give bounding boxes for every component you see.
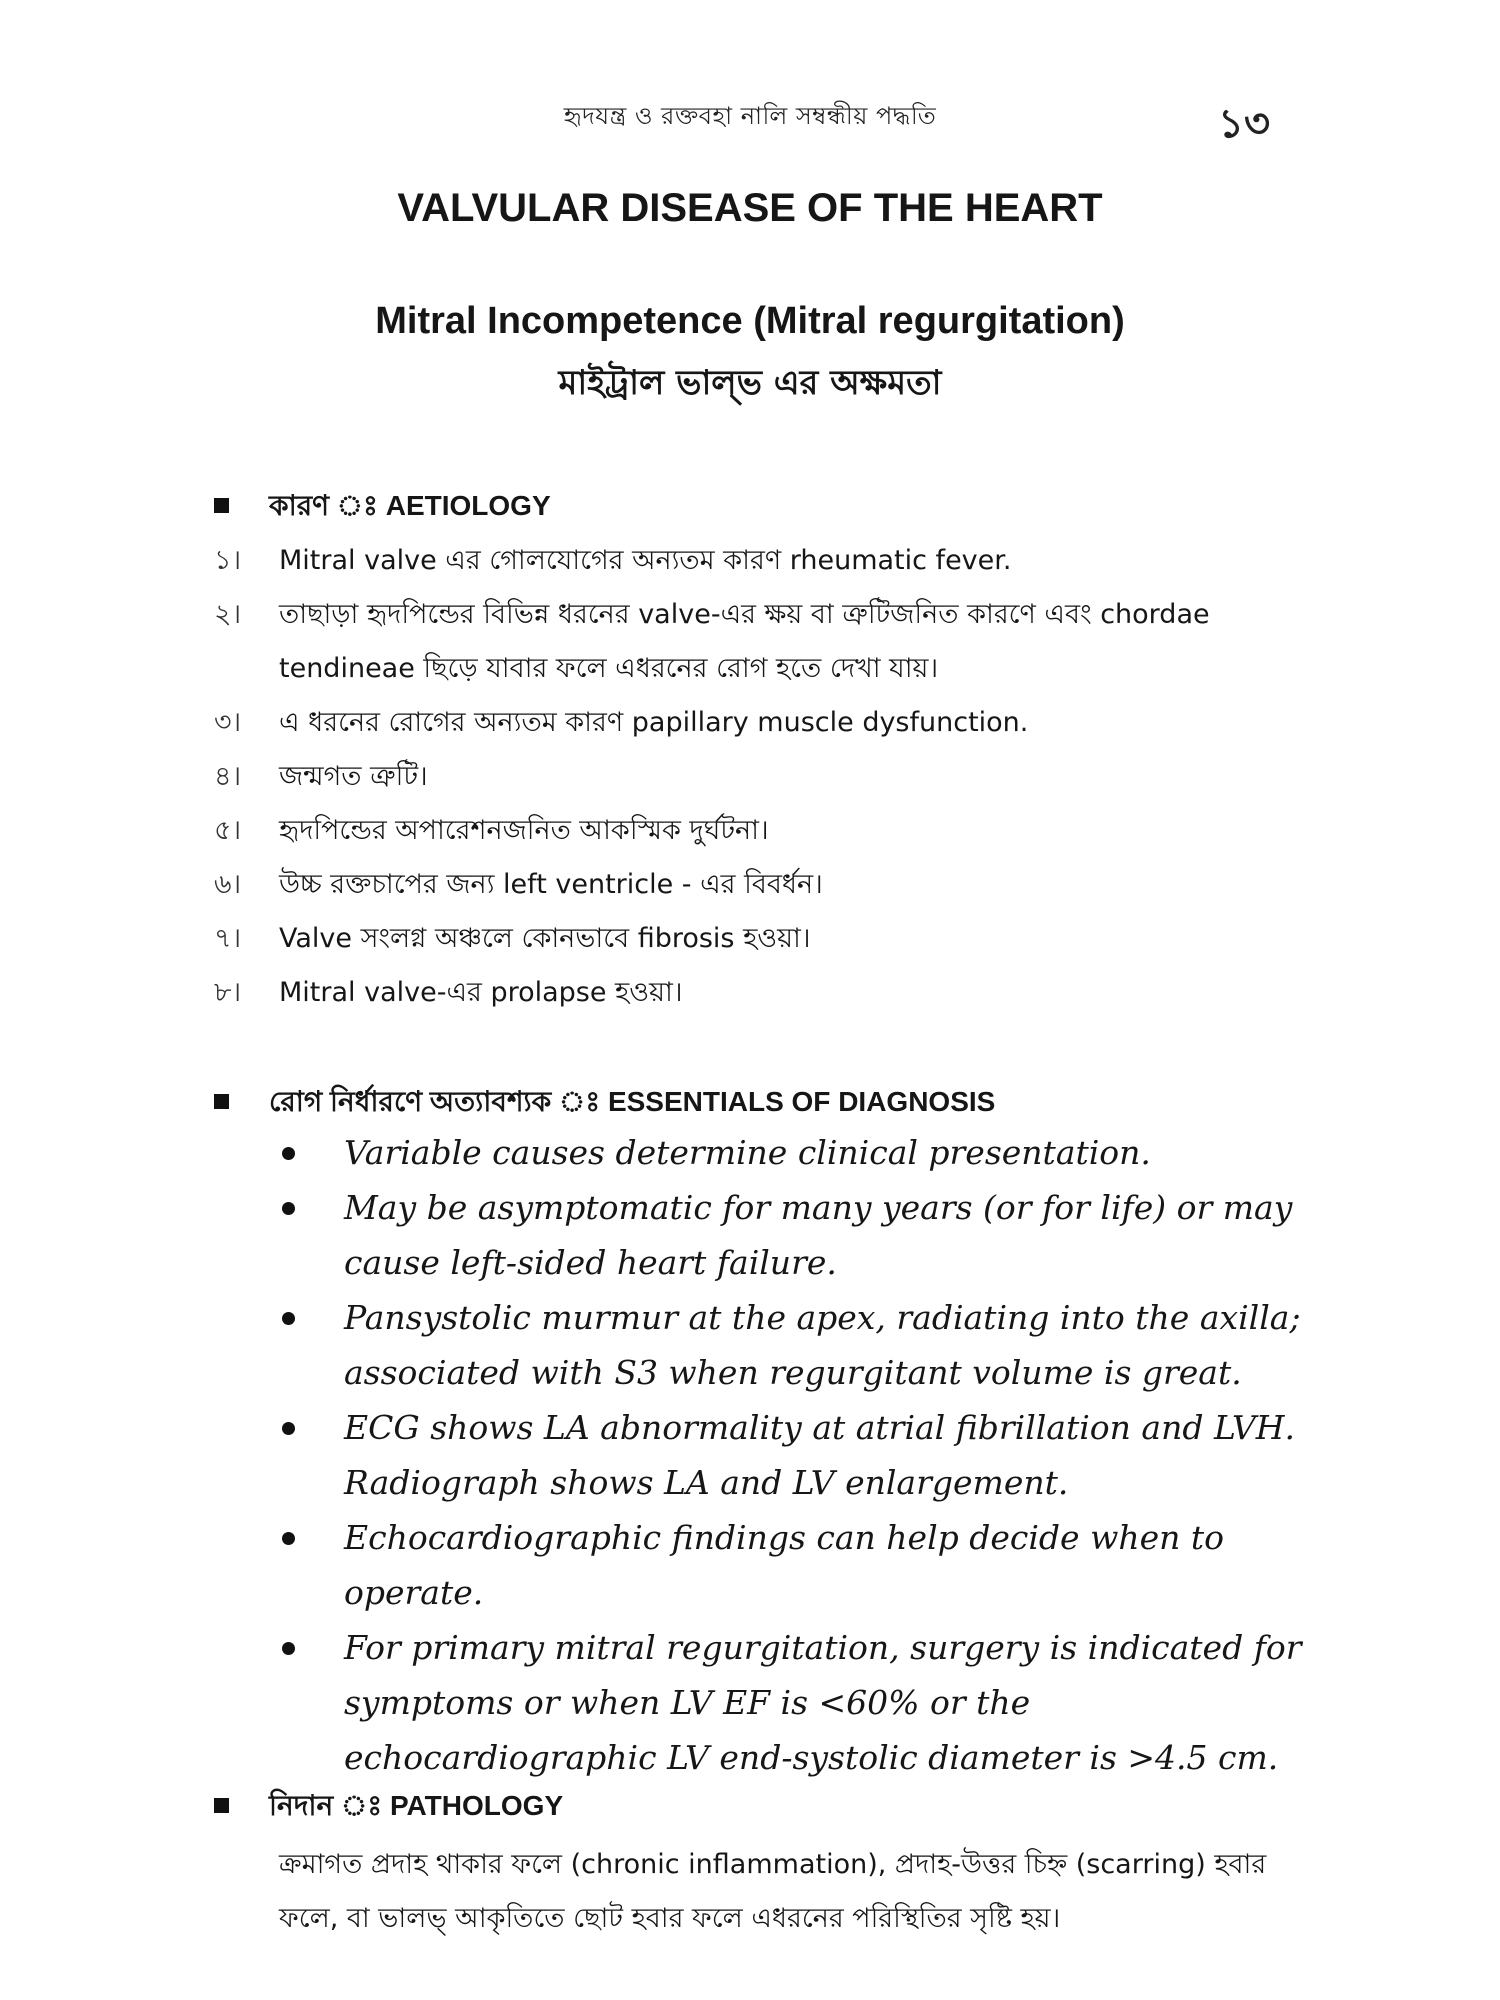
item-number: ৭। [214, 923, 242, 954]
list-item [282, 1180, 1302, 1290]
aetiology-list [214, 534, 1314, 1020]
item-text: উচ্চ রক্তচাপের জন্য left ventricle - এর বিবর্ধন। [279, 869, 823, 900]
bullet-icon [282, 1147, 295, 1160]
item-text: Echocardiographic findings can help decide when to operate. [344, 1518, 1224, 1612]
list-item [214, 750, 1314, 804]
item-text: Variable causes determine clinical presentation. [344, 1133, 1151, 1172]
aetiology-heading-text: কারণ ঃ AETIOLOGY [269, 490, 551, 521]
pathology-heading-text: নিদান ঃ PATHOLOGY [269, 1790, 564, 1821]
list-item [282, 1620, 1302, 1785]
item-number: ৮। [214, 977, 242, 1008]
section-subtitle-bengali: মাইট্রাল ভাল্‌ভ এর অক্ষমতা [558, 363, 942, 403]
bullet-icon [282, 1202, 295, 1215]
square-bullet-icon [214, 1094, 229, 1109]
list-item [214, 588, 1314, 696]
bullet-icon [282, 1312, 295, 1325]
list-item [282, 1510, 1302, 1620]
list-item [282, 1400, 1302, 1510]
aetiology-heading [214, 484, 551, 531]
item-text: হৃদপিন্ডের অপারেশনজনিত আকস্মিক দুর্ঘটনা। [279, 815, 769, 846]
item-text: ECG shows LA abnormality at atrial fibrillation and LVH. Radiograph shows LA and LV enlargement. [344, 1408, 1296, 1502]
list-item [214, 858, 1314, 912]
item-text: এ ধরনের রোগের অন্যতম কারণ papillary muscle dysfunction. [279, 707, 1029, 738]
pathology-heading [214, 1784, 563, 1831]
item-number: ৫। [214, 815, 242, 846]
item-text: Valve সংলগ্ন অঞ্চলে কোনভাবে fibrosis হওয়া। [279, 923, 811, 954]
item-text: জন্মগত ত্রুটি। [279, 761, 428, 792]
list-item [214, 696, 1314, 750]
list-item [282, 1290, 1302, 1400]
list-item [282, 1125, 1302, 1180]
page-number: ১৩ [1218, 101, 1270, 147]
section-subtitle: Mitral Incompetence (Mitral regurgitation) [375, 300, 1125, 342]
list-item [214, 966, 1314, 1020]
diagnosis-heading-text: রোগ নির্ধারণে অত্যাবশ্যক ঃ ESSENTIALS OF DIAGNOSIS [269, 1086, 996, 1117]
bullet-icon [282, 1422, 295, 1435]
list-item [214, 804, 1314, 858]
item-text: For primary mitral regurgitation, surgery is indicated for symptoms or when LV EF is <60% or the echocardiographic LV end-systolic diameter is >4.5 cm. [344, 1628, 1302, 1777]
item-text: তাছাড়া হৃদপিন্ডের বিভিন্ন ধরনের valve-এর ক্ষয় বা ত্রুটিজনিত কারণে এবং chordae tendineae ছিড়ে যাবার ফলে এধরনের রোগ হতে দেখা যায়। [279, 599, 1210, 684]
item-number: ২। [214, 599, 242, 630]
list-item [214, 912, 1314, 966]
pathology-paragraph: ক্রমাগত প্রদাহ থাকার ফলে (chronic inflammation), প্রদাহ-উত্তর চিহ্ন (scarring) হবার ফলে, বা ভালভ্ আকৃতিতে ছোট হবার ফলে এধরনের পরিস্থিতির সৃষ্টি হয়। [279, 1849, 1267, 1934]
diagnosis-list [282, 1125, 1302, 1785]
diagnosis-heading [214, 1080, 995, 1127]
item-text: May be asymptomatic for many years (or for life) or may cause left-sided heart failure. [344, 1188, 1293, 1282]
list-item [214, 534, 1314, 588]
item-text: Mitral valve-এর prolapse হওয়া। [279, 977, 683, 1008]
bullet-icon [282, 1642, 295, 1655]
item-text: Mitral valve এর গোলযোগের অন্যতম কারণ rheumatic fever. [279, 545, 1012, 576]
square-bullet-icon [214, 498, 229, 513]
item-number: ৪। [214, 761, 242, 792]
running-header: হৃদযন্ত্র ও রক্তবহা নালি সম্বন্ধীয় পদ্ধতি [563, 102, 937, 130]
item-number: ৬। [214, 869, 242, 900]
square-bullet-icon [214, 1798, 229, 1813]
item-number: ১। [214, 545, 242, 576]
page-title: VALVULAR DISEASE OF THE HEART [397, 186, 1103, 230]
bullet-icon [282, 1532, 295, 1545]
item-number: ৩। [214, 707, 242, 738]
item-text: Pansystolic murmur at the apex, radiating into the axilla; associated with S3 when regurgitant volume is great. [344, 1298, 1301, 1392]
